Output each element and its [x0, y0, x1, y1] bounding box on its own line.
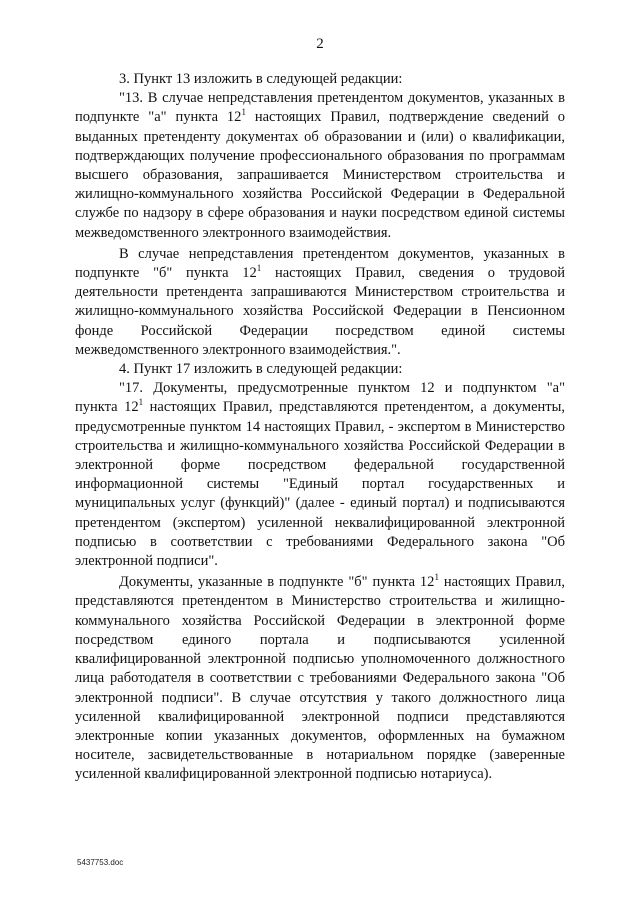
clause-13-paragraph-1: [75, 89, 565, 243]
clause-17-paragraph-2-text-a: Документы, указанные в подпункте "б" пункта 12: [119, 574, 435, 591]
clause-17-paragraph-1: [75, 379, 565, 571]
document-file-code: 5437753.doc: [77, 858, 124, 867]
clause-13-paragraph-1-text-b: настоящих Правил, подтверждение сведений о выданных претенденту документах об образовании и (или) о квалификации, подтверждающих получение профессионального образования по программам высшего образования, запрашивается Министерством строительства и жилищно-коммунального хозяйства Российской Федерации в Федеральной службе по надзору в сфере образования и науки посредством единой системы межведомственного электронного взаимодействия.: [75, 109, 566, 241]
clause-13-paragraph-2-text-b: настоящих Правил, сведения о трудовой деятельности претендента запрашиваются Министерством строительства и жилищно-коммунального хозяйства Российской Федерации в Пенсионном фонде Российской Федерации посредством единой системы межведомственного электронного взаимодействия.".: [75, 265, 565, 358]
document-body: [75, 70, 565, 785]
superscript-1: 1: [241, 107, 246, 118]
clause-13-paragraph-2-text-a: В случае непредставления претендентом документов, указанных в подпункте "б" пункта 12: [75, 245, 565, 282]
superscript-1: 1: [434, 572, 439, 583]
clause-17-paragraph-1-text-b: настоящих Правил, представляются претендентом, а документы, предусмотренные пунктом 14 настоящих Правил, - экспертом в Министерство строительства и жилищно-коммунального хозяйства Российской Федерации в электронной форме посредством федеральной государственной информационной системы "Единый портал государственных и муниципальных услуг (функций)" (далее - единый портал) и подписываются претендентом (экспертом) усиленной неквалифицированной электронной подписью в соответствии с требованиями Федерального закона "Об электронной подписи".: [75, 399, 565, 570]
clause-17-paragraph-2: [75, 573, 565, 784]
item-4-heading: 4. Пункт 17 изложить в следующей редакции:: [119, 361, 403, 378]
item-3-heading: 3. Пункт 13 изложить в следующей редакции:: [119, 71, 403, 87]
clause-17-paragraph-2-text-b: настоящих Правил, представляются претендентом в Министерство строительства и жилищно-коммунального хозяйства Российской Федерации в электронной форме посредством единого портала и подписываются усиленной квалифицированной электронной подписью уполномоченного должностного лица работодателя в соответствии с требованиями Федерального закона "Об электронной подписи". В случае отсутствия у такого должностного лица усиленной квалифицированной электронной подписи представляются электронные копии указанных документов, оформленных на бумажном носителе, засвидетельствованные в нотариальном порядке (заверенные усиленной квалифицированной электронной подписью нотариуса).: [75, 574, 565, 783]
clause-17-paragraph-1-text-a: "17. Документы, предусмотренные пунктом 12 и подпунктом "а" пункта 12: [75, 380, 565, 416]
page-number: 2: [316, 36, 324, 52]
clause-13-paragraph-1-text-a: "13. В случае непредставления претендентом документов, указанных в подпункте "а" пункта 12: [75, 90, 565, 126]
superscript-1: 1: [138, 397, 144, 408]
clause-13-paragraph-2: [75, 245, 565, 360]
superscript-1: 1: [256, 263, 262, 274]
